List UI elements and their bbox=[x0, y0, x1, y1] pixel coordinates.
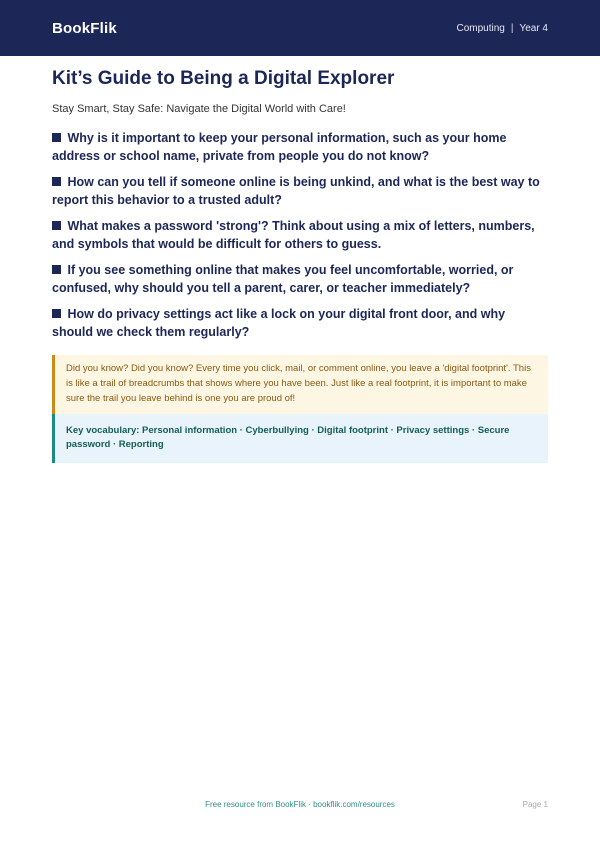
question-text: Why is it important to keep your personal information, such as your home address or school name, private from people you do not know? bbox=[52, 130, 507, 163]
question-text: How can you tell if someone online is being unkind, and what is the best way to report this behavior to a trusted adult? bbox=[52, 174, 540, 207]
key-vocabulary-box: Key vocabulary: Personal information · Cyberbullying · Digital footprint · Privacy settings · Secure password · Reporting bbox=[52, 414, 548, 463]
question-item bbox=[52, 129, 548, 165]
question-list bbox=[52, 129, 548, 341]
question-item bbox=[52, 173, 548, 209]
question-text: What makes a password 'strong'? Think about using a mix of letters, numbers, and symbols that would be difficult for others to guess. bbox=[52, 218, 535, 251]
meta-separator: | bbox=[510, 22, 514, 34]
brand-logo[interactable]: BookFlik bbox=[52, 19, 117, 37]
question-text: If you see something online that makes you feel uncomfortable, worried, or confused, why should you tell a parent, carer, or teacher immediately? bbox=[52, 262, 514, 295]
did-you-know-callout: Did you know? Did you know? Every time you click, mail, or comment online, you leave a 'digital footprint'. This is like a trail of breadcrumbs that shows where you have been. Just like a real footprint, it is important to make sure the trail you leave behind is one you are proud of! bbox=[52, 355, 548, 414]
header-meta bbox=[456, 23, 548, 34]
page-header bbox=[0, 0, 600, 56]
page-subtitle: Stay Smart, Stay Safe: Navigate the Digital World with Care! bbox=[52, 102, 346, 115]
question-item bbox=[52, 261, 548, 297]
square-bullet-icon bbox=[52, 177, 61, 186]
question-item bbox=[52, 217, 548, 253]
page-title: Kit’s Guide to Being a Digital Explorer bbox=[52, 68, 395, 89]
page-footer bbox=[52, 800, 548, 812]
question-text: How do privacy settings act like a lock on your digital front door, and why should we check them regularly? bbox=[52, 306, 506, 339]
subject-label: Computing bbox=[456, 22, 505, 34]
square-bullet-icon bbox=[52, 309, 61, 318]
page-number: Page 1 bbox=[522, 800, 548, 809]
square-bullet-icon bbox=[52, 133, 61, 142]
year-label: Year 4 bbox=[519, 22, 548, 34]
question-item bbox=[52, 305, 548, 341]
square-bullet-icon bbox=[52, 265, 61, 274]
square-bullet-icon bbox=[52, 221, 61, 230]
resource-link[interactable]: Free resource from BookFlik · bookflik.com/resources bbox=[205, 800, 395, 809]
main-content bbox=[0, 66, 600, 463]
